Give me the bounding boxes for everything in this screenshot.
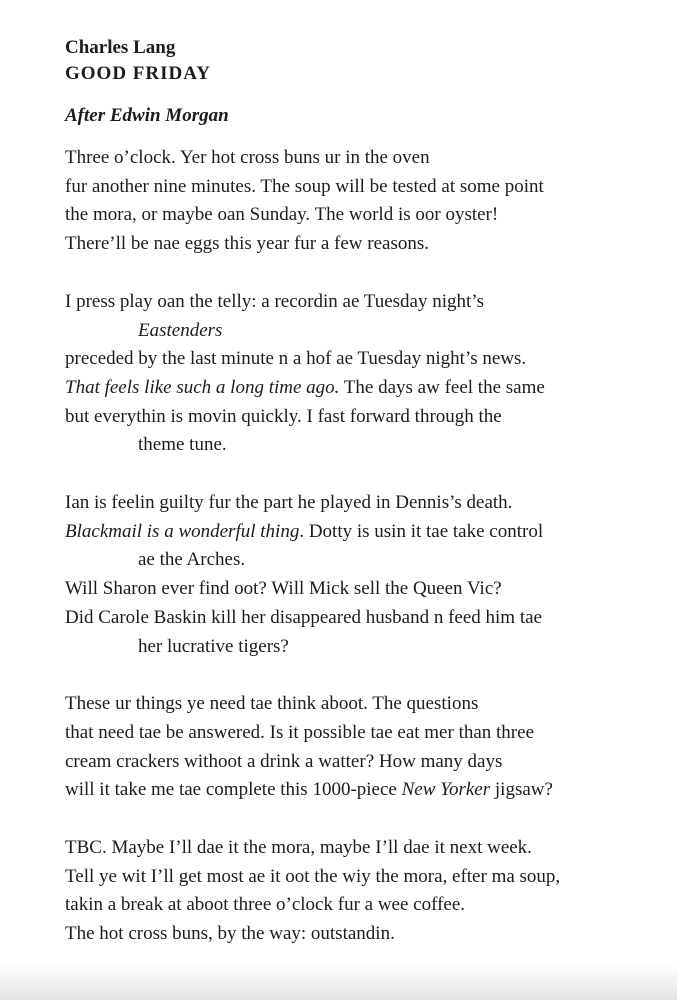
poem-line <box>65 518 665 547</box>
poem-line: The hot cross buns, by the way: outstandin. <box>65 923 395 945</box>
stanza-1 <box>65 144 665 259</box>
poem-line <box>65 776 665 805</box>
poem-line: Did Carole Baskin kill her disappeared husband n feed him tae <box>65 606 542 628</box>
italic-phrase: Blackmail is a wonderful thing <box>65 520 300 542</box>
page-bottom-shadow <box>0 962 677 1000</box>
poem-dedication: After Edwin Morgan <box>65 105 229 126</box>
poem-line: but everythin is movin quickly. I fast forward through the <box>65 405 502 427</box>
poem-line: These ur things ye need tae think aboot. The questions <box>65 693 479 715</box>
poem-line <box>65 374 665 403</box>
poem-line: Will Sharon ever find oot? Will Mick sell the Queen Vic? <box>65 578 502 600</box>
stanza-5 <box>65 834 665 949</box>
poem-line: cream crackers withoot a drink a watter? How many days <box>65 750 503 772</box>
stanza-3 <box>65 489 665 661</box>
poem-line: fur another nine minutes. The soup will be tested at some point <box>65 175 544 197</box>
poem-page <box>65 36 665 978</box>
poem-line: preceded by the last minute n a hof ae Tuesday night’s news. <box>65 348 527 370</box>
poem-line: TBC. Maybe I’ll dae it the mora, maybe I’ll dae it next week. <box>65 837 532 859</box>
line-text: The days aw feel the same <box>339 376 545 398</box>
line-text: jigsaw? <box>490 779 553 801</box>
line-text: . Dotty is usin it tae take control <box>299 520 544 542</box>
poem-line: takin a break at aboot three o’clock fur a wee coffee. <box>65 894 466 916</box>
poem-line: There’ll be nae eggs this year fur a few reasons. <box>65 233 430 255</box>
poem-line: that need tae be answered. Is it possible tae eat mer than three <box>65 721 534 743</box>
poem-line: Tell ye wit I’ll get most ae it oot the wiy the mora, efter ma soup, <box>65 865 561 887</box>
poem-line: Three o’clock. Yer hot cross buns ur in the oven <box>65 147 430 168</box>
poem-author: Charles Lang <box>65 37 176 58</box>
poem-line: the mora, or maybe oan Sunday. The world is oor oyster! <box>65 204 499 226</box>
italic-phrase: That feels like such a long time ago. <box>65 376 340 398</box>
poem-line: Ian is feelin guilty fur the part he played in Dennis’s death. <box>65 492 513 514</box>
poem-line-indented: ae the Arches. <box>138 549 246 571</box>
poem-line-indented: theme tune. <box>138 434 227 456</box>
poem-line-indented: her lucrative tigers? <box>138 635 289 657</box>
italic-phrase: New Yorker <box>401 779 491 801</box>
poem-line-indented: Eastenders <box>138 319 223 341</box>
stanza-2 <box>65 288 665 460</box>
line-text: will it take me tae complete this 1000-piece <box>65 779 402 801</box>
poem-line: I press play oan the telly: a recordin ae Tuesday night’s <box>65 290 484 312</box>
stanza-4 <box>65 690 665 805</box>
poem-title: GOOD FRIDAY <box>65 63 211 84</box>
